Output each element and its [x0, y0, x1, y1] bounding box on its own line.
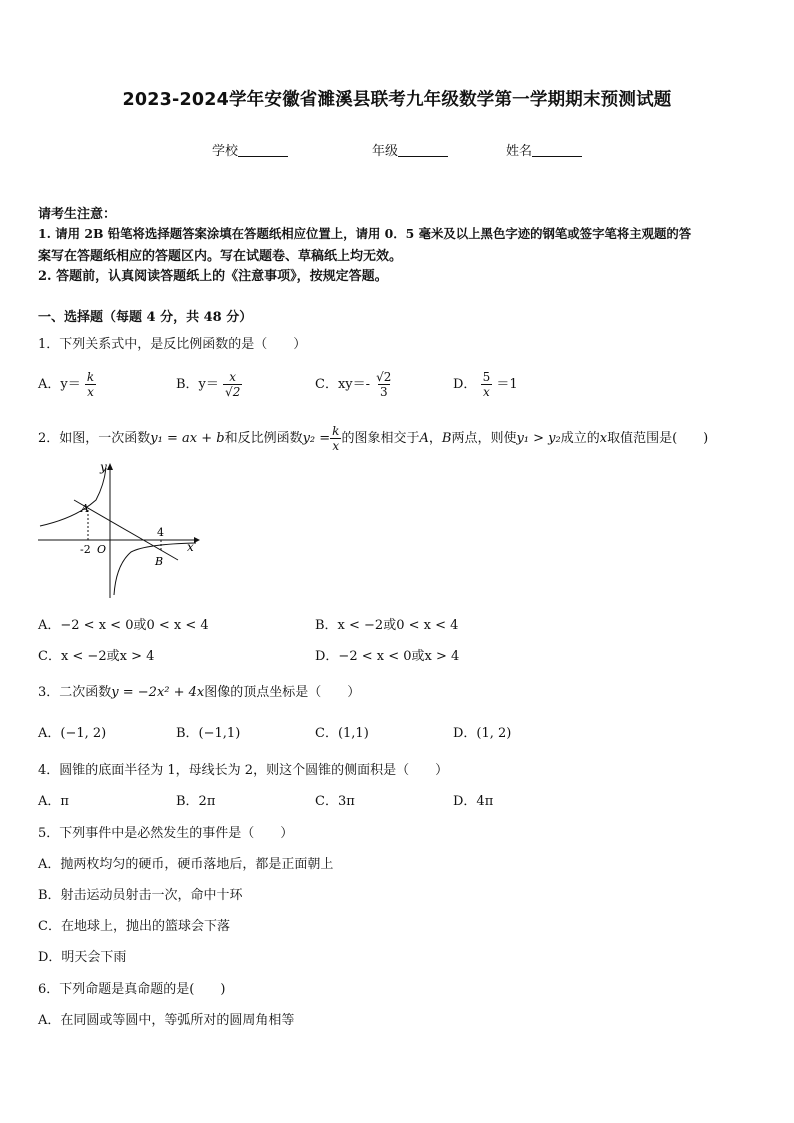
q5-stem: 5．下列事件中是必然发生的事件是（ ）	[38, 826, 294, 841]
q4-option-c[interactable]: C．3π	[315, 794, 355, 809]
q1-a-label: A．y＝	[38, 377, 81, 392]
q1-d-label: D．	[453, 377, 477, 392]
x-axis-arrow	[194, 537, 200, 543]
q3-text-1: 3．二次函数	[38, 685, 112, 700]
q3-option-d[interactable]: D．(1, 2)	[453, 726, 512, 741]
name-label: 姓名	[506, 144, 533, 159]
y-axis-arrow	[107, 463, 113, 470]
graph-label-b: B	[155, 555, 164, 568]
q3-option-c[interactable]: C．(1,1)	[315, 726, 369, 741]
q1-c-num: √2	[376, 370, 392, 384]
q2-linear-expr: y₁ = ax + b	[150, 431, 225, 446]
name-field[interactable]	[506, 140, 582, 159]
hyperbola-left-branch	[40, 468, 106, 526]
notice-line-1a: 1. 请用 2B 铅笔将选择题答案涂填在答题纸相应位置上，请用 0．5 毫米及以上黑色字迹的钢笔或签字笔将主观题的答	[38, 226, 692, 241]
q2-stem	[38, 424, 708, 453]
q1-d-den: x	[483, 385, 490, 399]
q2-text-5: 两点，则使	[451, 431, 517, 446]
q3-text-2: 图像的顶点坐标是（ ）	[204, 685, 361, 700]
q2-inverse-den: x	[332, 439, 340, 453]
q2-option-d[interactable]: D．−2 < x < 0或x > 4	[315, 649, 460, 664]
q1-d-tail: ＝1	[496, 377, 518, 392]
q2-text-7: 取值范围是( )	[607, 431, 709, 446]
graph-label-a: A	[81, 502, 89, 515]
q4-option-b[interactable]: B．2π	[176, 794, 216, 809]
q1-option-b[interactable]	[176, 370, 242, 399]
q5-option-c[interactable]: C．在地球上，抛出的篮球会下落	[38, 919, 230, 934]
q1-option-d[interactable]	[453, 370, 518, 399]
q3-option-b[interactable]: B．(−1,1)	[176, 726, 241, 741]
page-title: 2023-2024学年安徽省濉溪县联考九年级数学第一学期期末预测试题	[122, 90, 672, 110]
q1-c-label: C．xy＝-	[315, 377, 371, 392]
q3-option-a[interactable]: A．(−1, 2)	[38, 726, 107, 741]
name-blank[interactable]	[532, 143, 582, 157]
q4-option-d[interactable]: D．4π	[453, 794, 494, 809]
q2-option-b[interactable]: B．x < −2或0 < x < 4	[315, 618, 459, 633]
q1-c-den: 3	[379, 385, 388, 399]
graph-origin: O	[97, 543, 107, 556]
q1-a-num: k	[86, 370, 95, 384]
q1-stem: 1．下列关系式中，是反比例函数的是（ ）	[38, 337, 307, 352]
notice-heading: 请考生注意：	[38, 207, 117, 222]
q2-option-c[interactable]: C．x < −2或x > 4	[38, 649, 155, 664]
q2-inequality: y₁ > y₂	[516, 431, 561, 446]
q5-option-d[interactable]: D．明天会下雨	[38, 950, 127, 965]
q2-option-a[interactable]: A．−2 < x < 0或0 < x < 4	[38, 618, 209, 633]
q6-stem: 6．下列命题是真命题的是( )	[38, 982, 226, 997]
q2-graph	[36, 460, 202, 600]
q4-stem: 4．圆锥的底面半径为 1，母线长为 2，则这个圆锥的侧面积是（ ）	[38, 763, 449, 778]
school-blank[interactable]	[238, 143, 288, 157]
q1-b-den: √2	[225, 385, 241, 399]
q1-b-num: x	[229, 370, 237, 384]
hyperbola-right-branch	[114, 543, 196, 595]
q2-text-6: 成立的	[560, 431, 600, 446]
grade-label: 年级	[372, 144, 399, 159]
q2-text-4: ，	[428, 431, 442, 446]
graph-label-y: y	[100, 460, 107, 474]
q3-expression: y = −2x² + 4x	[111, 685, 205, 700]
q1-a-den: x	[87, 385, 94, 399]
school-label: 学校	[212, 144, 239, 159]
q1-option-a[interactable]	[38, 370, 96, 399]
q6-option-a[interactable]: A．在同圆或等圆中，等弧所对的圆周角相等	[38, 1013, 295, 1028]
q2-text-1: 2．如图，一次函数	[38, 431, 151, 446]
q2-text-3: 的图象相交于	[341, 431, 420, 446]
grade-field[interactable]	[372, 140, 448, 159]
q4-option-a[interactable]: A．π	[38, 794, 69, 809]
q1-d-num: 5	[482, 370, 491, 384]
q5-option-a[interactable]: A．抛两枚均匀的硬币，硬币落地后，都是正面朝上	[38, 857, 334, 872]
section-heading: 一、选择题（每题 4 分，共 48 分）	[38, 310, 253, 325]
graph-tick-neg2: -2	[80, 543, 91, 556]
q2-inverse-num: k	[332, 424, 340, 438]
q2-point-a: A	[419, 431, 429, 446]
q2-point-b: B	[441, 431, 452, 446]
q2-var-x: x	[599, 431, 608, 446]
q3-stem	[38, 681, 360, 700]
notice-line-2: 2. 答题前，认真阅读答题纸上的《注意事项》，按规定答题。	[38, 269, 388, 284]
graph-tick-4: 4	[157, 526, 164, 539]
notice-line-1b: 案写在答题纸相应的答题区内。写在试题卷、草稿纸上均无效。	[38, 249, 403, 264]
q2-text-2: 和反比例函数	[224, 431, 303, 446]
q5-option-b[interactable]: B．射击运动员射击一次，命中十环	[38, 888, 243, 903]
grade-blank[interactable]	[398, 143, 448, 157]
q1-b-label: B．y＝	[176, 377, 219, 392]
q1-option-c[interactable]	[315, 370, 393, 399]
graph-label-x: x	[187, 540, 194, 554]
school-field[interactable]	[212, 140, 288, 159]
q2-inverse-expr: y₂ =	[302, 431, 331, 446]
